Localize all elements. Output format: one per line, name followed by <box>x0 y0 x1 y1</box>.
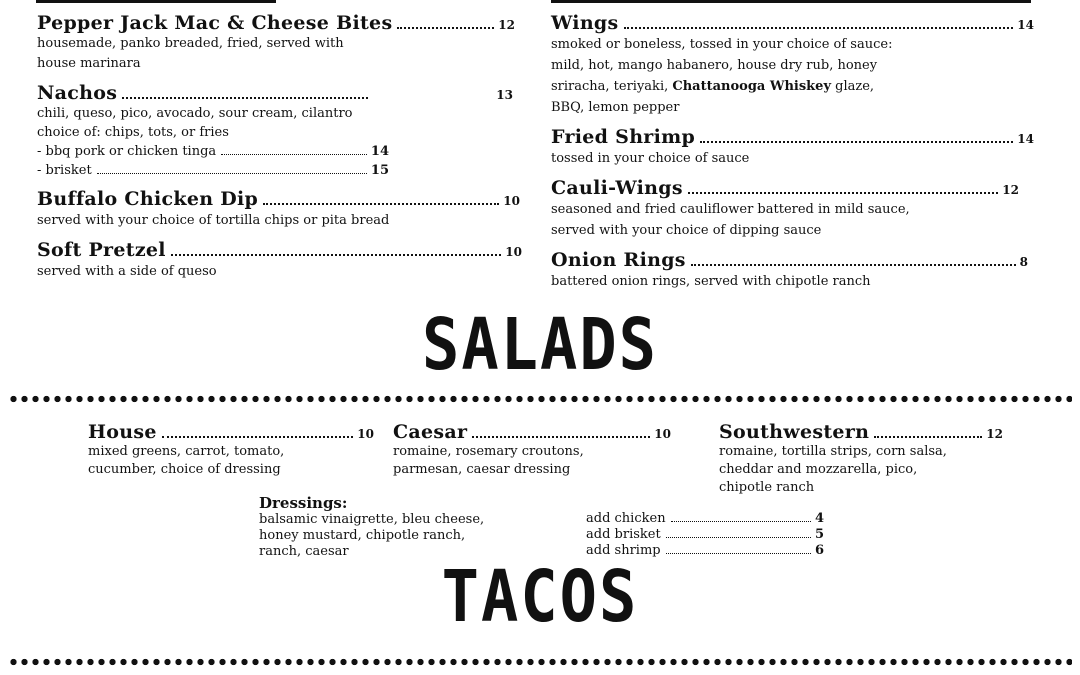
item-name: Soft Pretzel <box>37 239 166 261</box>
menu-item-nachos <box>37 82 513 180</box>
dotted-divider <box>8 656 1072 668</box>
item-price: 12 <box>986 427 1003 441</box>
menu-item-fried-shrimp <box>551 126 1034 169</box>
item-name: Pepper Jack Mac & Cheese Bites <box>37 12 393 34</box>
item-description: served with a side of queso <box>37 264 217 279</box>
nachos-option: - brisket 15 <box>37 163 389 178</box>
item-name: Caesar <box>393 421 468 443</box>
top-rule-left <box>36 0 276 3</box>
item-name: Southwestern <box>719 421 870 443</box>
item-description: chili, queso, pico, avocado, sour cream, cilantro choice of: chips, tots, or fries <box>37 106 353 140</box>
item-price: 8 <box>1019 255 1028 269</box>
menu-item-wings <box>551 12 1034 118</box>
dot-leader <box>671 521 811 522</box>
item-description: mixed greens, carrot, tomato, cucumber, choice of dressing <box>88 444 285 477</box>
menu-item-mac-cheese-bites <box>37 12 515 74</box>
item-price: 13 <box>496 88 513 102</box>
dot-leader <box>874 436 982 438</box>
dot-leader <box>472 436 650 438</box>
appetizers-left-column <box>37 12 522 290</box>
item-name: Buffalo Chicken Dip <box>37 188 259 210</box>
item-price: 10 <box>503 194 520 208</box>
dot-leader <box>221 154 367 155</box>
menu-item-soft-pretzel <box>37 239 522 282</box>
top-rule-right <box>551 0 1031 3</box>
dressings-title: Dressings: <box>259 494 348 512</box>
item-name: Onion Rings <box>551 249 686 271</box>
item-price: 10 <box>505 245 522 259</box>
tacos-heading: TACOS <box>441 554 639 639</box>
salad-add-ons <box>586 511 824 559</box>
item-description: tossed in your choice of sauce <box>551 151 750 166</box>
item-name: Fried Shrimp <box>551 126 696 148</box>
dot-leader <box>171 254 501 256</box>
dot-leader <box>691 264 1016 266</box>
item-name: Cauli-Wings <box>551 177 683 199</box>
item-description: romaine, tortilla strips, corn salsa, cheddar and mozzarella, pico, chipotle ranch <box>719 444 947 495</box>
item-description: smoked or boneless, tossed in your choice of sauce: mild, hot, mango habanero, house dry rub, honey sriracha, teriyaki, Chattanooga Whiskey glaze, BBQ, lemon pepper <box>551 37 893 115</box>
item-price: 10 <box>357 427 374 441</box>
dotted-divider <box>8 393 1072 405</box>
menu-item-onion-rings <box>551 249 1028 292</box>
item-description: served with your choice of tortilla chips or pita bread <box>37 213 390 228</box>
salads-heading: SALADS <box>422 302 658 387</box>
item-description: romaine, rosemary croutons, parmesan, caesar dressing <box>393 444 584 477</box>
item-name: Wings <box>551 12 619 34</box>
dot-leader <box>624 27 1014 29</box>
nachos-option: - bbq pork or chicken tinga 14 <box>37 144 389 159</box>
item-description: battered onion rings, served with chipotle ranch <box>551 274 871 289</box>
add-on-item: add chicken 4 <box>586 511 824 526</box>
salad-item-caesar <box>393 421 671 479</box>
item-description: housemade, panko breaded, fried, served with house marinara <box>37 36 344 71</box>
dressings-list: balsamic vinaigrette, bleu cheese, honey mustard, chipotle ranch, ranch, caesar <box>259 512 485 559</box>
item-price: 14 <box>1017 132 1034 146</box>
dot-leader <box>263 203 499 205</box>
item-price: 10 <box>654 427 671 441</box>
salad-item-house <box>88 421 374 479</box>
dot-leader <box>122 97 368 99</box>
menu-item-cauli-wings <box>551 177 1019 241</box>
dot-leader <box>666 537 811 538</box>
item-price: 12 <box>498 18 515 32</box>
dressings-block <box>259 494 559 560</box>
item-name: Nachos <box>37 82 118 104</box>
dot-leader <box>97 173 367 174</box>
appetizers-right-column <box>551 12 1034 300</box>
item-price: 14 <box>1017 18 1034 32</box>
dot-leader <box>162 436 354 438</box>
menu-item-buffalo-chicken-dip <box>37 188 520 231</box>
item-description: seasoned and fried cauliflower battered in mild sauce, served with your choice of dipping sauce <box>551 202 910 238</box>
dot-leader <box>688 192 998 194</box>
dot-leader <box>397 27 494 29</box>
salad-item-southwestern <box>719 421 1003 497</box>
item-price: 12 <box>1002 183 1019 197</box>
dot-leader <box>700 141 1013 143</box>
add-on-item: add brisket 5 <box>586 527 824 542</box>
add-on-item: add shrimp 6 <box>586 543 824 558</box>
item-name: House <box>88 421 157 443</box>
